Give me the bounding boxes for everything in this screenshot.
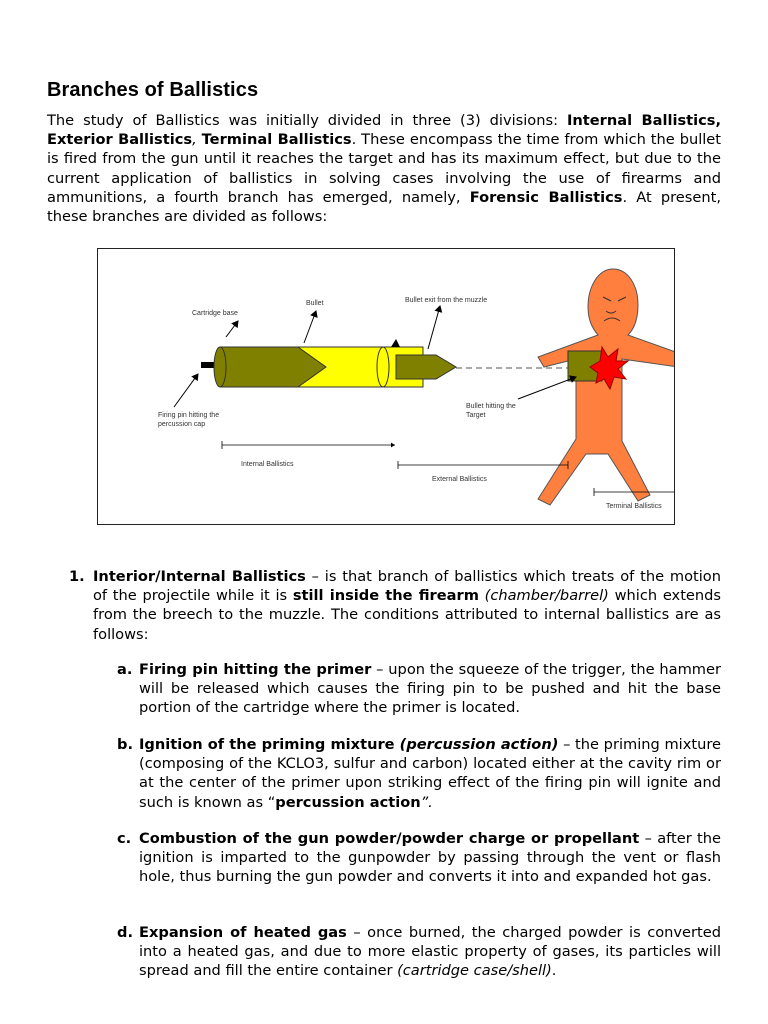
intro-text-2: . These encompass the time from which the bullet is fired from the gun until it reaches the target and has its maximum effect, but due to the current application of ballistics in solving cases involving the use of firearms and ammunitions, a fourth branch has emerged, namely,	[47, 131, 722, 206]
section1-heading: Interior/Internal Ballistics	[93, 568, 306, 585]
branches-list	[69, 567, 721, 644]
item-letter: c.	[117, 830, 132, 847]
ballistics-diagram-svg	[98, 249, 674, 524]
arrow-bullet-hitting	[518, 377, 576, 399]
item-a-body	[139, 660, 721, 718]
label-bullet-hitting-1: Bullet hitting the	[466, 403, 516, 410]
list-item-a	[117, 660, 721, 718]
target-figure	[538, 269, 674, 505]
item-letter: b.	[117, 736, 133, 753]
item-a-heading: Firing pin hitting the primer	[139, 661, 372, 678]
arrow-bullet	[304, 311, 316, 343]
item-a-text: – upon the squeeze of the trigger, the hammer will be released which causes the firing pin to be pushed and hit the base portion of the cartridge where the primer is located.	[139, 661, 721, 717]
label-bullet: Bullet	[306, 300, 324, 307]
intro-bold-exterior: Exterior Ballistics	[47, 131, 193, 149]
item-d-text-end: .	[551, 962, 557, 980]
item-d-body	[139, 923, 721, 981]
item-b-heading-italic: (percussion action)	[399, 736, 559, 753]
item-c-text: – after the ignition is imparted to the gunpowder by passing through the vent or flash hole, thus burning the gun powder and converts it into and expanded hot gas.	[139, 830, 721, 886]
intro-bold-forensic: Forensic Ballistics	[469, 188, 623, 206]
intro-bold-internal: Internal Ballistics	[566, 112, 716, 129]
list-item-d	[117, 923, 721, 981]
section1-text-2: which extends from the breech to the muzzle. The conditions attributed to internal ballistics are as follows:	[93, 587, 722, 643]
list-item-internal-ballistics	[69, 567, 721, 644]
item-b-text-end: ”.	[420, 793, 433, 811]
label-firing-pin-1: Firing pin hitting the	[158, 412, 220, 419]
item-letter: d.	[117, 924, 133, 941]
item-d-heading: Expansion of heated gas	[139, 924, 347, 941]
label-cartridge-base: Cartridge base	[192, 310, 238, 317]
arrow-firing-pin	[174, 374, 198, 407]
intro-text: The study of Ballistics was initially divided in three (3) divisions:	[47, 112, 567, 129]
intro-paragraph	[47, 111, 721, 226]
arrow-cartridge-base	[226, 321, 238, 337]
intro-text-3: . At present, these branches are divided as follows:	[47, 188, 721, 226]
item-b-text: – the priming mixture (composing of the KCLO3, sulfur and carbon) located either at the cavity rim or at the center of the primer upon striking effect of the firing pin will ignite and such is known as “	[139, 736, 721, 811]
item-b-heading: Ignition of the priming mixture	[139, 736, 400, 753]
list-item-b	[117, 735, 721, 812]
intro-bold-terminal: Terminal Ballistics	[201, 131, 352, 149]
page-title: Branches of Ballistics	[47, 79, 259, 101]
item-b-body	[139, 735, 721, 812]
barrel-ring-shape	[377, 347, 389, 387]
intro-comma-italic: ,	[192, 131, 202, 149]
label-bullet-hitting-2: Target	[466, 412, 486, 419]
label-firing-pin-2: percussion cap	[158, 421, 206, 428]
cartridge-base-shape	[214, 347, 226, 387]
item-c-body	[139, 829, 721, 887]
label-internal-ballistics: Internal Ballistics	[241, 461, 294, 468]
item-d-text: – once burned, the charged powder is converted into a heated gas, and due to more elastic property of gases, its particles will spread and fill the entire container	[139, 924, 721, 980]
section1-bold: still inside the firearm	[292, 587, 479, 605]
list-number: 1.	[69, 568, 85, 585]
label-external-ballistics: External Ballistics	[432, 476, 487, 483]
list-item-c	[117, 829, 721, 887]
arrow-bullet-exit	[428, 306, 440, 349]
label-bullet-exit: Bullet exit from the muzzle	[405, 297, 488, 304]
section1-italic: (chamber/barrel)	[484, 587, 609, 605]
section1-text: – is that branch of ballistics which treats of the motion of the projectile while it is	[93, 568, 721, 605]
intro-comma: ,	[715, 112, 721, 129]
section1-body	[93, 567, 721, 644]
front-sight-shape	[391, 339, 400, 347]
item-c-heading: Combustion of the gun powder/powder charge or propellant	[139, 830, 640, 847]
item-b-bold: percussion action	[275, 793, 421, 811]
bullet-exit-shape	[396, 355, 456, 379]
label-terminal-ballistics: Terminal Ballistics	[606, 503, 662, 510]
ballistics-diagram	[97, 248, 675, 525]
item-letter: a.	[117, 661, 133, 678]
item-d-italic: (cartridge case/shell)	[397, 962, 552, 980]
